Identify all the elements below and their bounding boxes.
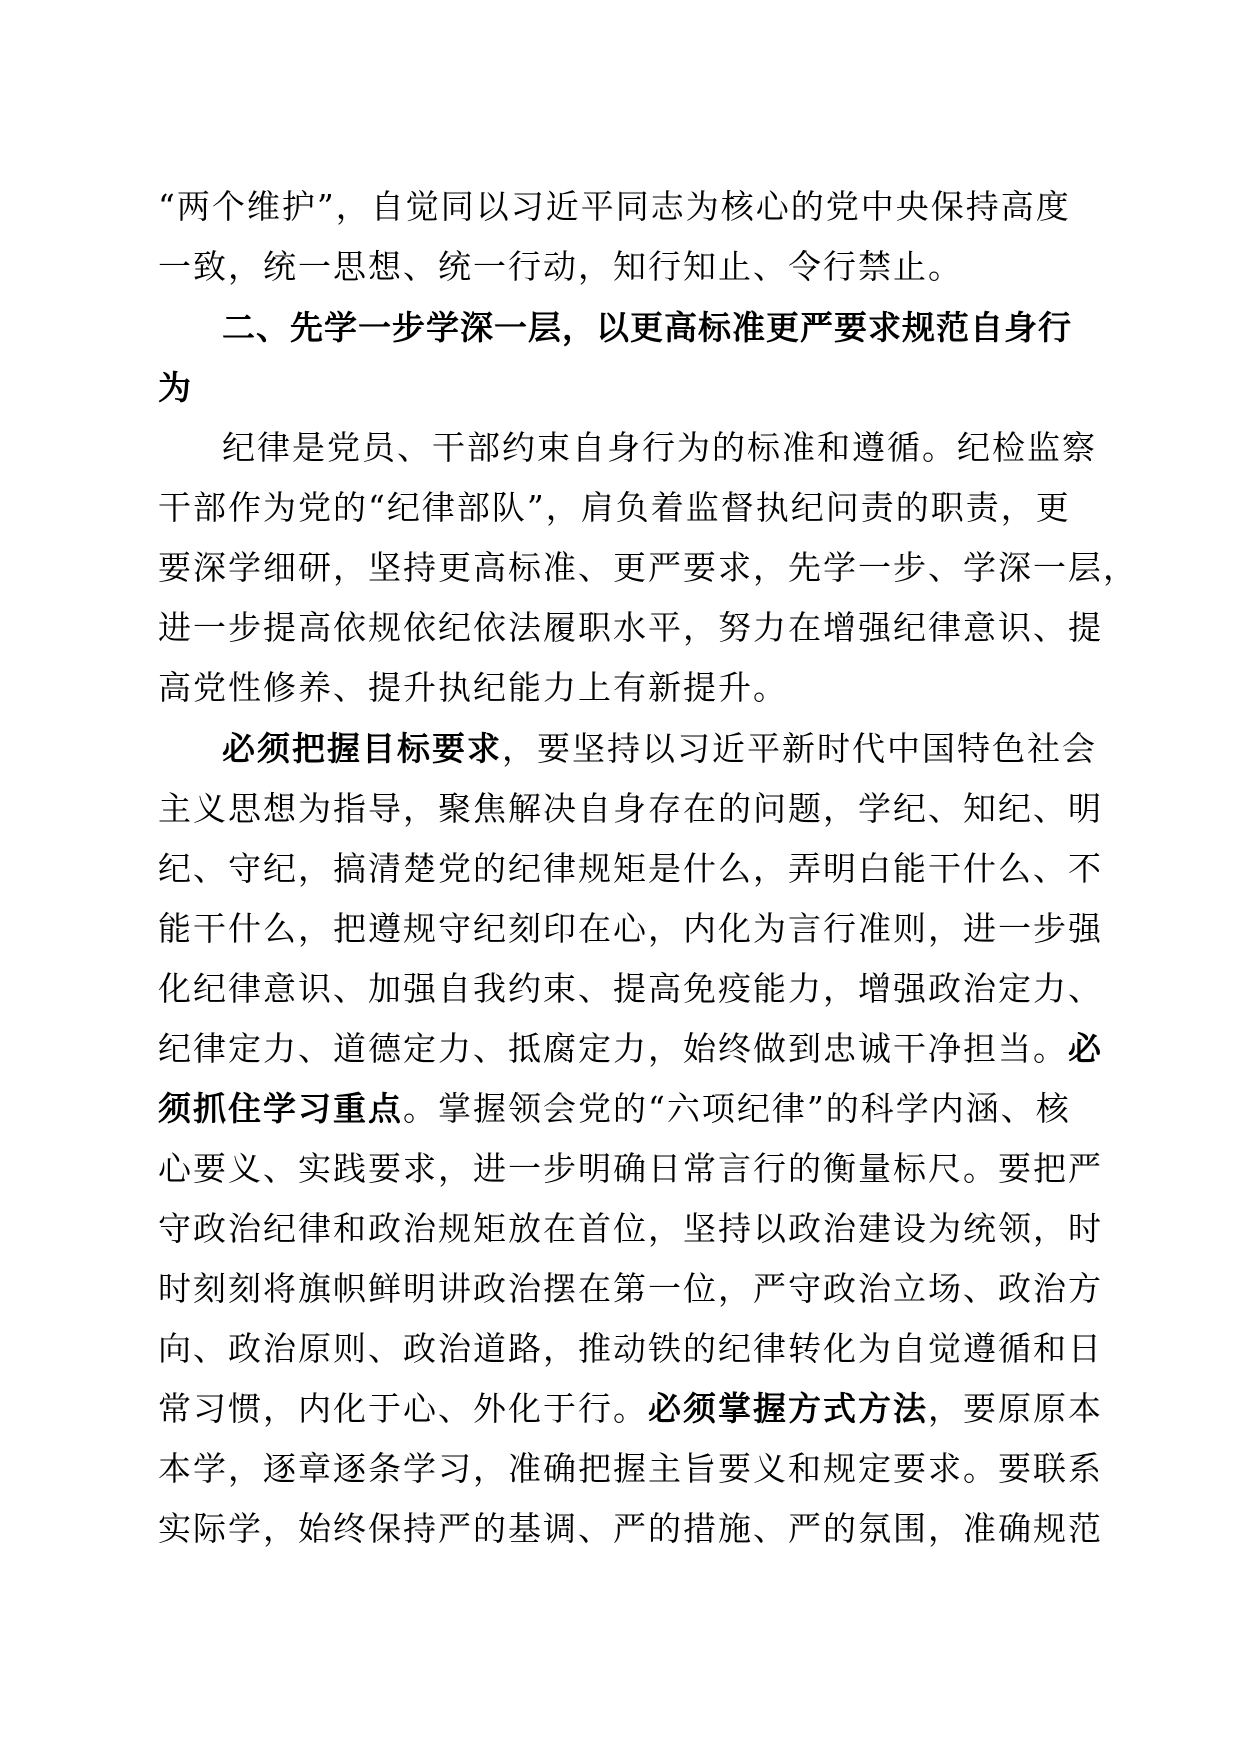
paragraph-line: 要深学细研，坚持更高标准、更严要求，先学一步、学深一层， xyxy=(158,548,1138,587)
paragraph-line: 本学，逐章逐条学习，准确把握主旨要义和规定要求。要联系 xyxy=(158,1449,1103,1488)
paragraph-line xyxy=(222,719,1097,779)
paragraph-line: 能干什么，把遵规守纪刻印在心，内化为言行准则，进一步强 xyxy=(158,909,1103,948)
paragraph-line: 实际学，始终保持严的基调、严的措施、严的氛围，准确规范 xyxy=(158,1509,1103,1548)
text-run: ，要坚持以习近平新时代中国特色社会 xyxy=(502,729,1097,768)
text-run: ，要原原本 xyxy=(928,1389,1103,1428)
text-run: 纪律定力、道德定力、抵腐定力，始终做到忠诚干净担当。 xyxy=(158,1029,1068,1068)
paragraph-line: 进一步提高依规依纪依法履职水平，努力在增强纪律意识、提 xyxy=(158,608,1103,647)
text-run: 常习惯，内化于心、外化于行。 xyxy=(158,1389,648,1428)
paragraph-line: 一致，统一思想、统一行动，知行知止、令行禁止。 xyxy=(158,247,963,286)
paragraph-line: 化纪律意识、加强自我约束、提高免疫能力，增强政治定力、 xyxy=(158,969,1103,1008)
bold-phrase: 必 xyxy=(1068,1029,1103,1068)
paragraph-line: 时刻刻将旗帜鲜明讲政治摆在第一位，严守政治立场、政治方 xyxy=(158,1269,1103,1308)
paragraph-line: 主义思想为指导，聚焦解决自身存在的问题，学纪、知纪、明 xyxy=(158,789,1103,828)
paragraph-line xyxy=(158,1019,1103,1079)
paragraph-line: 心要义、实践要求，进一步明确日常言行的衡量标尺。要把严 xyxy=(158,1149,1103,1188)
paragraph-line: 纪、守纪，搞清楚党的纪律规矩是什么，弄明白能干什么、不 xyxy=(158,849,1103,888)
paragraph-line: 向、政治原则、政治道路，推动铁的纪律转化为自觉遵循和日 xyxy=(158,1329,1103,1368)
paragraph-line: 纪律是党员、干部约束自身行为的标准和遵循。纪检监察 xyxy=(222,428,1097,467)
bold-phrase: 须抓住学习重点 xyxy=(158,1089,403,1128)
paragraph-line: 干部作为党的“纪律部队”，肩负着监督执纪问责的职责，更 xyxy=(158,488,1071,527)
paragraph-line: “两个维护”，自觉同以习近平同志为核心的党中央保持高度 xyxy=(158,187,1071,226)
paragraph-line xyxy=(158,1079,1071,1139)
section-heading-continued: 为 xyxy=(158,368,192,407)
paragraph-line: 守政治纪律和政治规矩放在首位，坚持以政治建设为统领，时 xyxy=(158,1209,1103,1248)
paragraph-line: 高党性修养、提升执纪能力上有新提升。 xyxy=(158,668,788,707)
text-run: 。掌握领会党的“六项纪律”的科学内涵、核 xyxy=(403,1089,1071,1128)
paragraph-line xyxy=(158,1379,1103,1439)
bold-phrase: 必须把握目标要求 xyxy=(222,729,502,768)
section-heading: 二、先学一步学深一层，以更高标准更严要求规范自身行 xyxy=(222,308,1072,347)
bold-phrase: 必须掌握方式方法 xyxy=(648,1389,928,1428)
